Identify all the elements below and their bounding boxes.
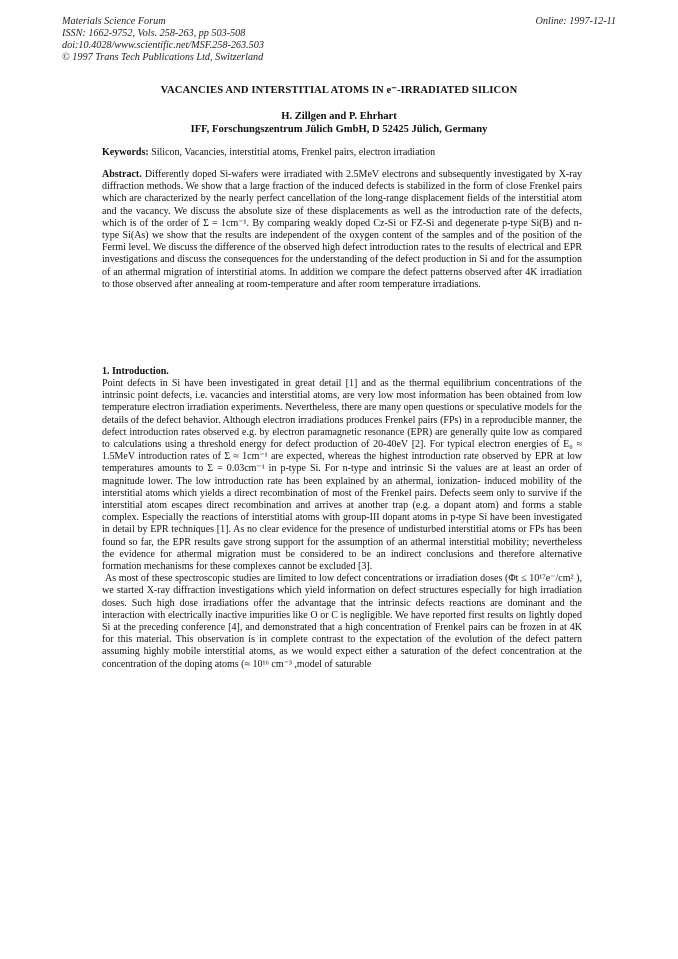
keywords-text: Silicon, Vacancies, interstitial atoms, Frenkel pairs, electron irradiation: [151, 147, 436, 158]
paragraph: As most of these spectroscopic studies are limited to low defect concentrations or irradiation doses (Φt ≤ 10¹⁷e⁻/cm² ), we started X-ray diffraction investigations which yield information on defect structures especially for high irradiation doses. Such high dose irradiations offer the advantage that the intrinsic defects reactions are dominant and the interaction with electrically inactive impurities like O or C is negligible. We have reported first results on lightly doped Si at the preceding conference [4], and demonstrated that a high concentration of Frenkel pairs can be frozen in at 4K for this material. This observation is in complete contrast to the expectation of the evolution of the defect pattern assuming highly mobile interstitial atoms, as we would expect either a saturation of the defect concentration at the concentration of the doping atoms (≈ 10¹⁶ cm⁻³ ,model of saturable: [102, 573, 582, 670]
abstract-label: Abstract.: [102, 169, 142, 180]
online-date: Online: 1997-12-11: [535, 16, 616, 27]
paragraph: Point defects in Si have been investigated in great detail [1] and as the thermal equilibrium concentrations of the intrinsic point defects, i.e. vacancies and interstitial atoms, are very low most information has been obtained from low temperature electron irradiation experiments. Nevertheless, there are many open questions or speculative models for the details of the defect behavior. Although electron irradiations produces Frenkel pairs (FPs) in a reproducible manner, the defect introduction rates observed e.g. by electron paramagnetic resonance (EPR) are generally quite low as compared to calculations using a threshold energy for defect production of 20-40eV [2]. For typical electron energies of E₀ ≈ 1.5MeV introduction rates of Σ ≈ 1cm⁻¹ are expected, whereas the highest introduction rate observed by EPR at low temperatures amounts to Σ = 0.03cm⁻¹ in p-type Si. For n-type and intrinsic Si the values are at least an order of magnitude lower. The low introduction rate has been explained by an athermal, ionization- induced mobility of the interstitial atoms which yields a direct recombination of most of the Frenkel pairs. Defects seem only to survive if the interstitial atom escapes direct recombination and arrives at another trap (e.g. a dopant atom) and forms a stable complex. Especially the reactions of interstitial atoms with group-III dopant atoms in p-type Si have been investigated in detail by EPR techniques [1]. As no clear evidence for the presence of undisturbed interstitial atoms or FPs has been found so far, the EPR results gave strong support for the assumption of an athermal interstitial mobility; nevertheless the evidence for athermal migration must be considered to be an indirect conclusions and therefore alternative formation mechanisms for these complexes cannot be excluded [3].: [102, 378, 582, 573]
author-names: H. Zillgen and P. Ehrhart: [281, 111, 397, 122]
copyright-line: © 1997 Trans Tech Publications Ltd, Switzerland: [62, 52, 264, 63]
keywords: [102, 147, 435, 158]
section-heading: 1. Introduction.: [102, 366, 169, 377]
affiliation: IFF, Forschungszentrum Jülich GmbH, D 52425 Jülich, Germany: [190, 124, 488, 135]
doi-link[interactable]: doi:10.4028/www.scientific.net/MSF.258-263.503: [62, 40, 264, 51]
journal-name: Materials Science Forum: [62, 16, 166, 27]
author-block: [0, 110, 678, 136]
abstract-text: Differently doped Si-wafers were irradiated with 2.5MeV electrons and subsequently investigated by X-ray diffraction methods. We show that a large fraction of the induced defects is stabilized in the form of close Frenkel pairs which are characterized by the nearly perfect cancellation of the long-range displacement fields of the interstitial atom and the vacancy. We discuss the absolute size of these displacements as well as the introduction rate of the defects, which is of the order of Σ = 1cm⁻¹. By comparing weakly doped Cz-Si or FZ-Si and degenerate p-type Si(B) and n-type Si(As) we show that the results are independent of the oxygen content of the samples and of the position of the Fermi level. We discuss the difference of the observed high defect introduction rates to the results of electrical and EPR investigations and discuss the consequences for the understanding of the defect production in Si and for the assumption of an athermal migration of interstitial atoms. In addition we compare the defect patterns observed after 4K irradiation to those observed after annealing at room-temperature and after room temperature irradiations.: [102, 169, 583, 290]
paper-title: VACANCIES AND INTERSTITIAL ATOMS IN e⁻-IRRADIATED SILICON: [160, 85, 518, 96]
abstract: [102, 169, 582, 291]
publication-info: [62, 16, 264, 64]
introduction-body: [102, 378, 582, 671]
issn-line: ISSN: 1662-9752, Vols. 258-263, pp 503-508: [62, 28, 246, 39]
keywords-label: Keywords:: [102, 147, 149, 158]
